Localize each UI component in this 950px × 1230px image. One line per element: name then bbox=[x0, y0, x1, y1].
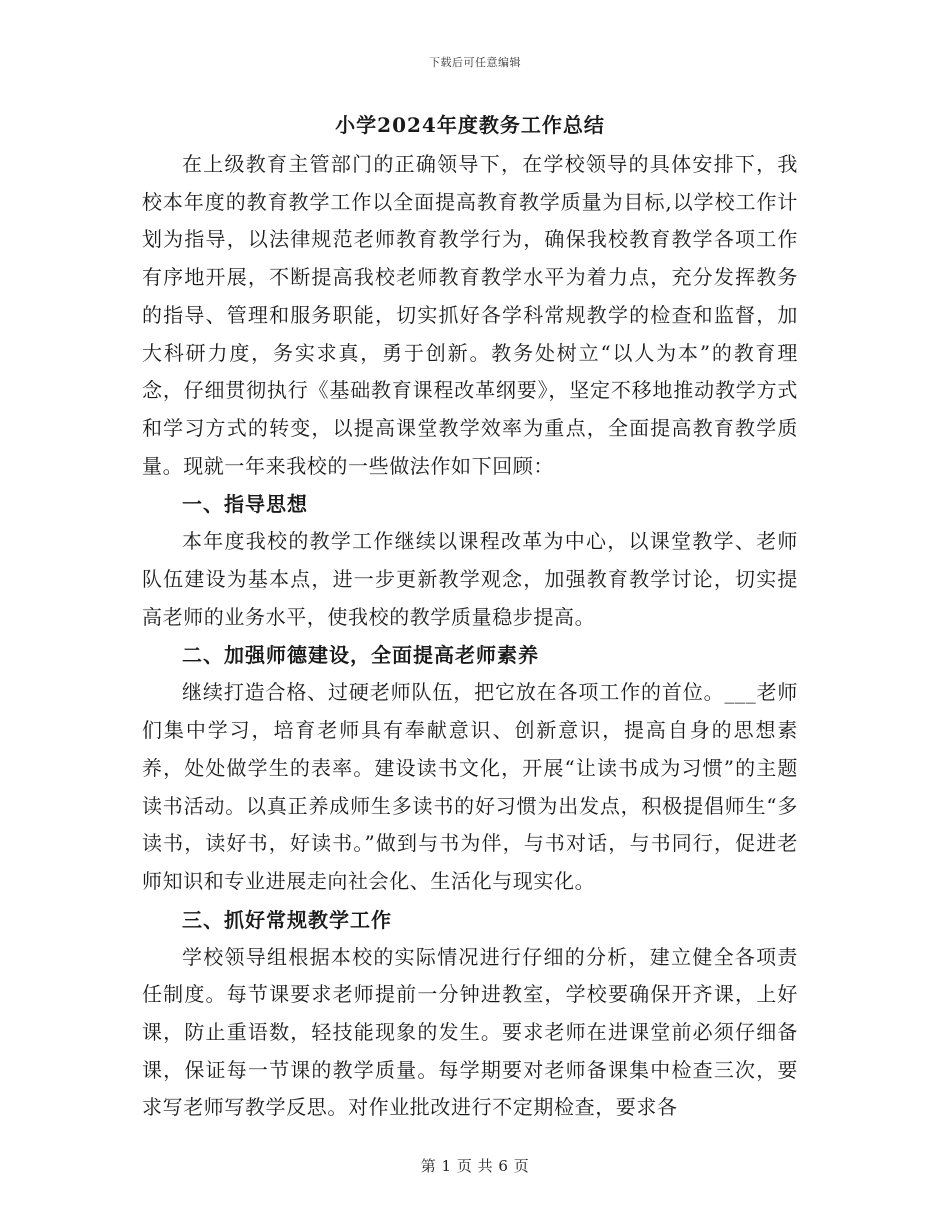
section-body-2: 继续打造合格、过硬老师队伍，把它放在各项工作的首位。___老师们集中学习，培育老师具有奉献意识、创新意识，提高自身的思想素养，处处做学生的表率。建设读书文化，开展“让读书成为习惯”的主题读书活动。以真正养成师生多读书的好习惯为出发点，积极提倡师生“多读书，读好书，好读书。”做到与书为伴，与书对话，与书同行，促进老师知识和专业进展走向社会化、生活化与现实化。 bbox=[142, 680, 798, 893]
section-heading-1: 一、指导思想 bbox=[182, 492, 308, 517]
document-body bbox=[142, 108, 798, 1127]
section-body-3: 学校领导组根据本校的实际情况进行仔细的分析，建立健全各项责任制度。每节课要求老师提前一分钟进教室，学校要确保开齐课，上好课，防止重语数，轻技能现象的发生。要求老师在进课堂前必须仔细备课，保证每一节课的教学质量。每学期要对老师备课集中检查三次，要求写老师写教学反思。对作业批改进行不定期检查，要求各 bbox=[142, 944, 798, 1120]
section-body-1: 本年度我校的教学工作继续以课程改革为中心，以课堂教学、老师队伍建设为基本点，进一步更新教学观念，加强教育教学讨论，切实提高老师的业务水平，使我校的教学质量稳步提高。 bbox=[142, 529, 798, 629]
page-header-note: 下载后可任意编辑 bbox=[429, 56, 521, 69]
section-heading-3: 三、抓好常规教学工作 bbox=[182, 907, 392, 932]
page-number: 第 1 页 共 6 页 bbox=[420, 1157, 530, 1175]
section-heading-2: 二、加强师德建设，全面提高老师素养 bbox=[182, 643, 539, 668]
document-title: 小学2024年度教务工作总结 bbox=[335, 113, 605, 137]
intro-paragraph: 在上级教育主管部门的正确领导下，在学校领导的具体安排下，我校本年度的教育教学工作以全面提高教育教学质量为目标,以学校工作计划为指导，以法律规范老师教育教学行为，确保我校教育教学各项工作有序地开展，不断提高我校老师教育教学水平为着力点，充分发挥教务的指导、管理和服务职能，切实抓好各学科常规教学的检查和监督，加大科研力度，务实求真，勇于创新。教务处树立“以人为本”的教育理念，仔细贯彻执行《基础教育课程改革纲要》，坚定不移地推动教学方式和学习方式的转变，以提高课堂教学效率为重点，全面提高教育教学质量。现就一年来我校的一些做法作如下回顾： bbox=[142, 152, 798, 478]
